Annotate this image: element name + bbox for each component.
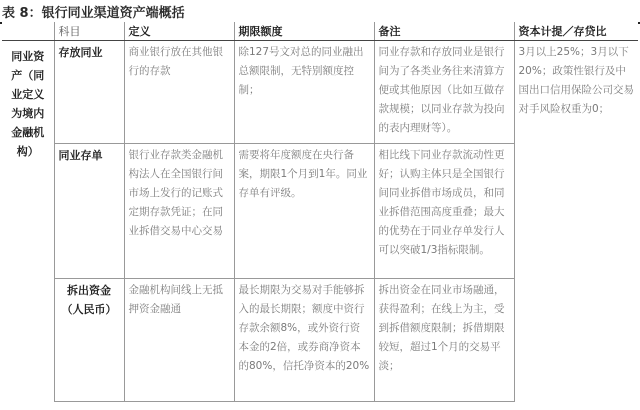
table-row: [2, 41, 638, 144]
note-cell: 拆出资金在同业市场融通，获得盈利；在线上为主，受到拆借额度限制；拆借期限较短，超过1个月的交易平淡；: [374, 279, 514, 402]
limit-cell: 最长期限为交易对手能够拆入的最长期限；额度中资行存款余额8%，或外资行资本金的2倍，或券商净资本的80%，信托净资本的20%: [234, 279, 374, 402]
header-definition: 定义: [124, 22, 234, 41]
definition-cell: 银行业存款类金融机构法人在全国银行间市场上发行的记账式定期存款凭证；在同业拆借交易中心交易: [124, 144, 234, 279]
category-cell: 同业资产（同业定义为境内金融机构）: [2, 41, 54, 402]
header-blank: [2, 22, 54, 41]
item-cell: 同业存单: [54, 144, 124, 279]
header-term-limit: 期限额度: [234, 22, 374, 41]
header-capital: 资本计提／存贷比: [514, 22, 638, 41]
limit-cell: 除127号文对总的同业融出总额限制，无特别额度控制；: [234, 41, 374, 144]
definition-cell: 商业银行放在其他银行的存款: [124, 41, 234, 144]
capital-cell: 3月以上25%；3月以下20%；政策性银行及中国出口信用保险公司交易对手风险权重为0；: [514, 41, 638, 402]
item-cell: 存放同业: [54, 41, 124, 144]
interbank-asset-table: [2, 22, 638, 402]
header-remarks: 备注: [374, 22, 514, 41]
limit-cell: 需要将年度额度在央行备案，期限1个月到1年。同业存单有评级。: [234, 144, 374, 279]
table-caption: 表 8：银行同业渠道资产端概括: [2, 6, 185, 21]
table-header-row: [2, 22, 638, 41]
item-cell: 拆出资金（人民币）: [54, 279, 124, 402]
note-cell: 相比线下同业存款流动性更好；认购主体只是全国银行间同业拆借市场成员，和同业拆借范围高度重叠；最大的优势在于同业存单发行人可以突破1/3指标限制。: [374, 144, 514, 279]
definition-cell: 金融机构间线上无抵押资金融通: [124, 279, 234, 402]
note-cell: 同业存款和存放同业是银行间为了各类业务往来清算方便或其他原因（比如互做存款规模；以同业存款为投向的表内理财等）。: [374, 41, 514, 144]
header-subject: 科目: [54, 22, 124, 41]
